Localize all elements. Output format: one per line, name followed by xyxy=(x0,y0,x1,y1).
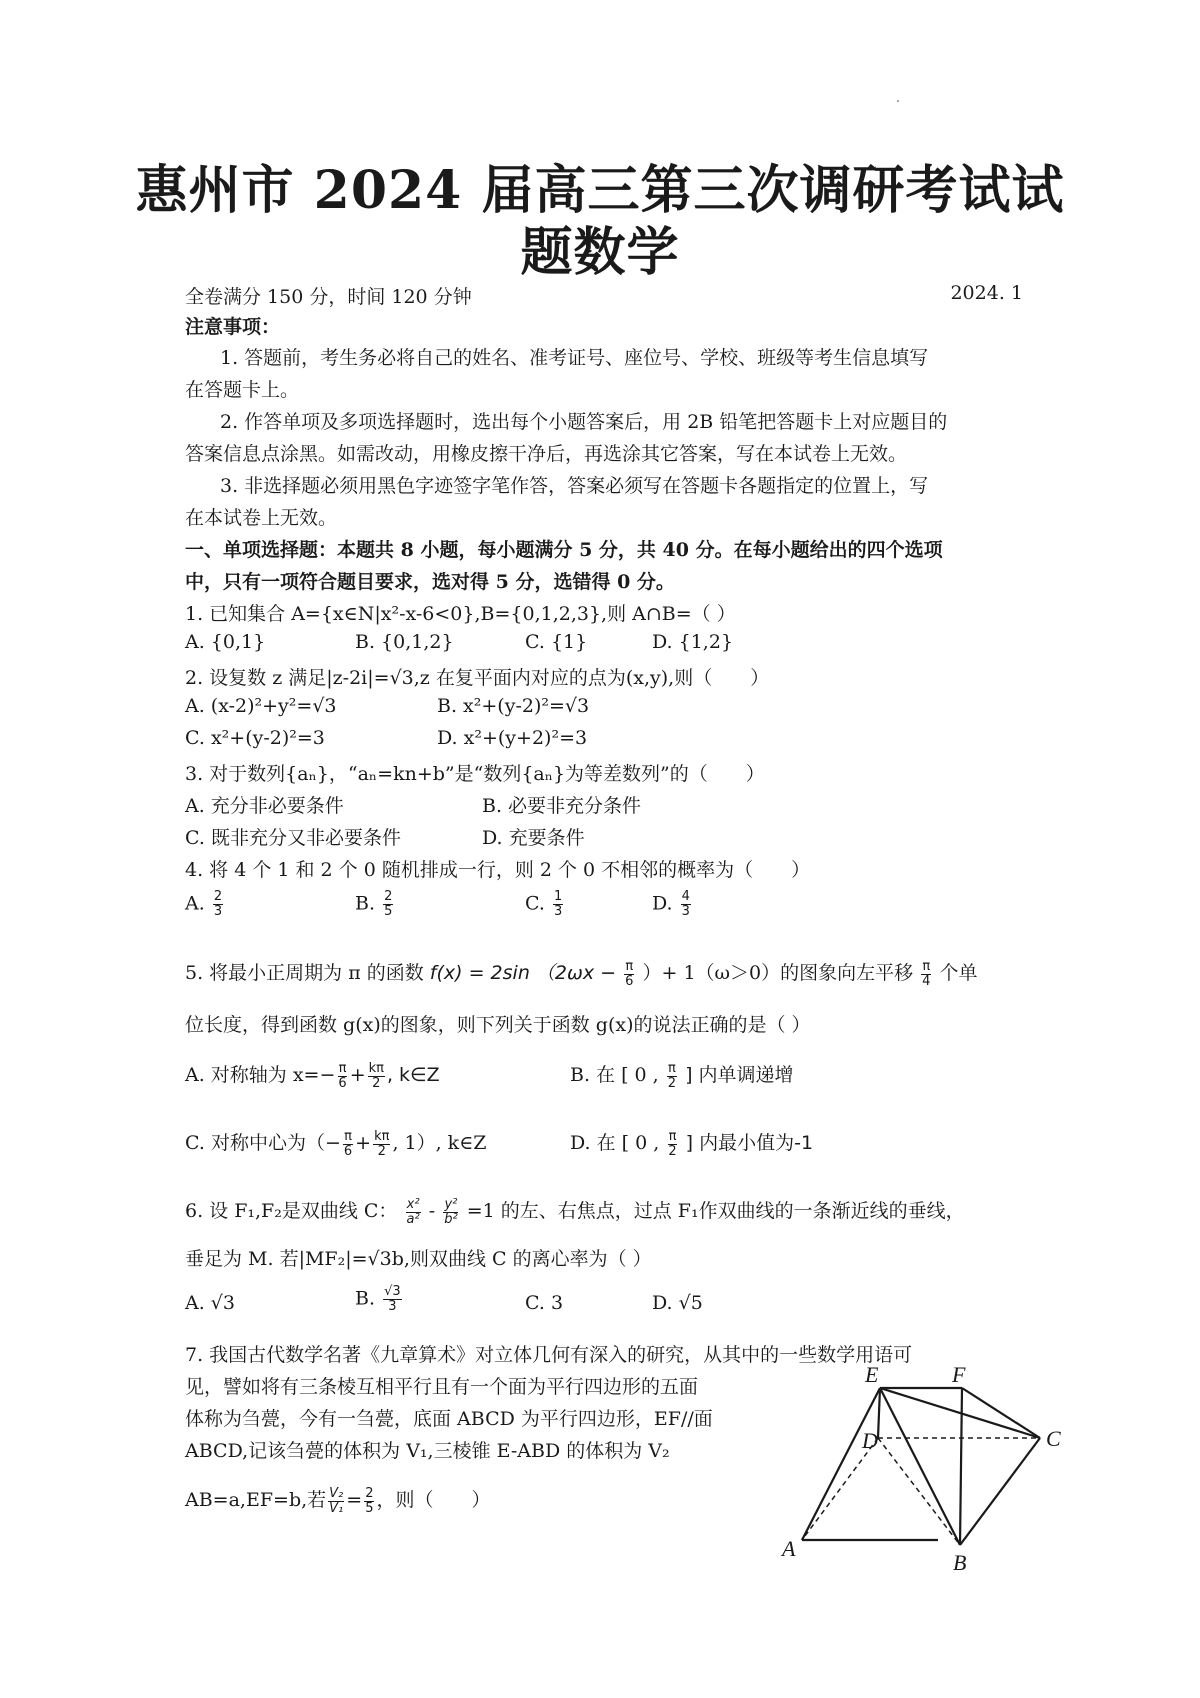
fraction-numerator: kπ xyxy=(368,1060,384,1076)
question-2-option-b: B. x²+(y-2)²=√3 xyxy=(437,695,590,717)
fraction-denominator: 2 xyxy=(372,1075,381,1091)
option-label: A. xyxy=(185,892,205,915)
section-1-heading-line1: 一、单项选择题：本题共 8 小题，每小题满分 5 分，共 40 分。在每小题给出的四个选项 xyxy=(185,539,943,561)
fraction xyxy=(667,1130,677,1159)
option-text: ] 内最小值为-1 xyxy=(685,1132,814,1154)
fraction-numerator: π xyxy=(667,1060,676,1076)
fraction xyxy=(383,890,393,919)
fraction-numerator: π xyxy=(625,958,634,974)
edge-FC xyxy=(962,1388,1040,1438)
fraction-denominator: V₁ xyxy=(329,1500,344,1516)
exam-date: 2024. 1 xyxy=(950,282,1023,304)
fraction xyxy=(328,1487,344,1516)
question-5-function: f(x) = 2sin （2ωx − xyxy=(429,962,617,984)
question-6-option-b xyxy=(355,1285,404,1314)
question-5-stem-line2: 位长度，得到函数 g(x)的图象，则下列关于函数 g(x)的说法正确的是（ ） xyxy=(185,1014,811,1036)
fraction-denominator: 2 xyxy=(668,1143,677,1159)
fraction xyxy=(368,1062,385,1091)
question-5-option-a xyxy=(185,1060,440,1091)
question-1-stem: 1. 已知集合 A={x∈N|x²-x-6<0},B={0,1,2,3},则 A∩B=（ ） xyxy=(185,603,736,625)
notice-item-3-line1: 3. 非选择题必须用黑色字迹签字笔作答，答案必须写在答题卡各题指定的位置上，写 xyxy=(220,475,929,497)
equals-sign: = xyxy=(346,1489,363,1511)
question-5-stem-part-b: ）+ 1（ω＞0）的图象向左平移 xyxy=(642,962,914,984)
fraction xyxy=(681,890,691,919)
fraction-numerator: 2 xyxy=(384,889,393,904)
question-4-option-c xyxy=(525,890,565,919)
question-2-stem: 2. 设复数 z 满足|z-2i|=√3,z 在复平面内对应的点为(x,y),则（ ） xyxy=(185,667,770,689)
fraction-numerator: √3 xyxy=(384,1284,401,1299)
edge-FB xyxy=(960,1388,962,1545)
question-7-line1: 7. 我国古代数学名著《九章算术》对立体几何有深入的研究，从其中的一些数学用语可 xyxy=(185,1344,913,1366)
question-6-stem-line1 xyxy=(185,1196,965,1227)
fraction-denominator: 6 xyxy=(343,1143,353,1159)
question-1-option-b: B. {0,1,2} xyxy=(355,631,454,653)
notice-heading: 注意事项： xyxy=(185,316,281,338)
fraction-numerator: 1 xyxy=(553,889,563,904)
fraction-denominator: 2 xyxy=(667,1075,677,1091)
fraction xyxy=(667,1062,677,1091)
question-6-option-a: A. √3 xyxy=(185,1292,235,1314)
fraction-denominator: 2 xyxy=(377,1143,386,1159)
question-5-stem-part-a: 5. 将最小正周期为 π 的函数 xyxy=(185,962,424,984)
option-label: B. xyxy=(355,1287,376,1310)
question-5-option-c xyxy=(185,1128,486,1159)
option-text: D. 在 [ 0 , xyxy=(570,1132,660,1154)
minus-sign: - xyxy=(428,1200,436,1222)
notice-item-2-line1: 2. 作答单项及多项选择题时，选出每个小题答案后，用 2B 铅笔把答题卡上对应题目的 xyxy=(220,411,948,433)
question-3-option-b: B. 必要非充分条件 xyxy=(482,795,642,817)
plus-sign: + xyxy=(355,1132,372,1154)
fraction-numerator: 2 xyxy=(365,1485,374,1501)
question-7-line2: 见，譬如将有三条棱互相平行且有一个面为平行四边形的五面 xyxy=(185,1376,699,1398)
question-5-option-b xyxy=(570,1060,794,1091)
vertex-label-B: B xyxy=(953,1550,967,1575)
question-7-line4: ABCD,记该刍甍的体积为 V₁,三棱锥 E-ABD 的体积为 V₂ xyxy=(185,1440,670,1462)
question-1-option-c: C. {1} xyxy=(525,631,588,653)
question-3-option-c: C. 既非充分又非必要条件 xyxy=(185,827,401,849)
edge-CB xyxy=(960,1438,1040,1545)
question-5-stem-part-c: 个单 xyxy=(939,962,978,984)
fraction xyxy=(343,1130,353,1159)
fraction-numerator: 2 xyxy=(213,889,223,904)
edge-DB-hidden xyxy=(878,1438,960,1545)
fraction-numerator: 4 xyxy=(681,889,690,904)
exam-title-line2: 题数学 xyxy=(520,222,680,283)
fraction-denominator: b² xyxy=(444,1211,458,1227)
exam-title-line1: 惠州市 2024 届高三第三次调研考试试 xyxy=(135,160,1065,221)
question-1-option-d: D. {1,2} xyxy=(652,631,734,653)
plus-sign: + xyxy=(349,1064,366,1086)
fraction-denominator: 3 xyxy=(553,904,563,919)
question-3-option-a: A. 充分非必要条件 xyxy=(185,795,344,817)
question-6-stem-line2: 垂足为 M. 若|MF₂|=√3b,则双曲线 C 的离心率为（ ） xyxy=(185,1248,652,1270)
notice-item-3-line2: 在本试卷上无效。 xyxy=(185,507,338,529)
fraction xyxy=(405,1198,420,1227)
question-7-line5 xyxy=(185,1485,490,1516)
fraction xyxy=(624,960,634,989)
notice-item-1-line2: 在答题卡上。 xyxy=(185,379,300,401)
fraction-numerator: y² xyxy=(444,1196,458,1212)
question-3-option-d: D. 充要条件 xyxy=(482,827,585,849)
fraction-numerator: kπ xyxy=(374,1128,390,1144)
vertex-label-F: F xyxy=(952,1362,966,1387)
notice-item-2-line2: 答案信息点涂黑。如需改动，用橡皮擦干净后，再选涂其它答案，写在本试卷上无效。 xyxy=(185,443,908,465)
fraction-denominator: 3 xyxy=(681,904,690,919)
vertex-label-C: C xyxy=(1046,1426,1061,1451)
question-6-option-c: C. 3 xyxy=(525,1292,564,1314)
question-7-line3: 体称为刍甍，今有一刍甍，底面 ABCD 为平行四边形，EF//面 xyxy=(185,1408,713,1430)
fraction-numerator: π xyxy=(338,1060,347,1076)
question-4-option-a xyxy=(185,890,225,919)
vertex-label-E: E xyxy=(865,1362,879,1387)
question-4-stem: 4. 将 4 个 1 和 2 个 0 随机排成一行，则 2 个 0 不相邻的概率为（ ） xyxy=(185,859,811,881)
edge-DA-hidden xyxy=(802,1438,878,1540)
vertex-label-A: A xyxy=(782,1536,796,1561)
vertex-label-D: D xyxy=(862,1428,878,1453)
fraction xyxy=(373,1130,390,1159)
fraction-denominator: 3 xyxy=(388,1299,397,1314)
option-text: ] 内单调递增 xyxy=(685,1064,794,1086)
fraction-numerator: π xyxy=(668,1128,677,1144)
edge-EB xyxy=(880,1388,960,1545)
question-3-stem: 3. 对于数列{aₙ}，“aₙ=kn+b”是“数列{aₙ}为等差数列”的（ ） xyxy=(185,763,765,785)
fraction xyxy=(553,890,563,919)
fraction-denominator: 3 xyxy=(213,904,223,919)
fraction xyxy=(383,1285,402,1314)
fraction-denominator: 6 xyxy=(625,973,634,989)
question-4-option-d xyxy=(652,890,693,919)
fraction-denominator: a² xyxy=(406,1211,420,1227)
section-1-heading-line2: 中，只有一项符合题目要求，选对得 5 分，选错得 0 分。 xyxy=(185,571,675,593)
scan-speck xyxy=(897,100,899,102)
edge-EC xyxy=(880,1388,1040,1438)
edge-EA xyxy=(802,1388,880,1540)
option-text: A. 对称轴为 x=− xyxy=(185,1064,336,1086)
fraction xyxy=(364,1487,374,1516)
question-2-option-a: A. (x-2)²+y²=√3 xyxy=(185,695,337,717)
exam-meta-score-time: 全卷满分 150 分，时间 120 分钟 xyxy=(185,286,472,308)
chumeng-solid-figure xyxy=(770,1360,1090,1600)
question-5-option-d xyxy=(570,1128,813,1159)
fraction-numerator: π xyxy=(922,958,931,974)
fraction xyxy=(443,1198,458,1227)
fraction-denominator: 4 xyxy=(922,973,931,989)
option-text: B. 在 [ 0 , xyxy=(570,1064,659,1086)
question-6-stem-part-b: =1 的左、右焦点，过点 F₁作双曲线的一条渐近线的垂线， xyxy=(466,1200,965,1222)
option-text: , 1）, k∈Z xyxy=(392,1132,487,1154)
question-7-line5-post: ，则（ ） xyxy=(376,1489,491,1511)
question-6-stem-part-a: 6. 设 F₁,F₂是双曲线 C： xyxy=(185,1200,398,1222)
fraction xyxy=(213,890,223,919)
question-1-option-a: A. {0,1} xyxy=(185,631,266,653)
fraction-denominator: 5 xyxy=(384,904,393,919)
option-text: , k∈Z xyxy=(386,1064,440,1086)
fraction xyxy=(921,960,931,989)
option-label: B. xyxy=(355,892,376,915)
question-4-option-b xyxy=(355,890,395,919)
fraction-numerator: π xyxy=(344,1128,352,1144)
question-7-line5-pre: AB=a,EF=b,若 xyxy=(185,1489,327,1511)
fraction-numerator: x² xyxy=(406,1196,420,1212)
fraction-denominator: 6 xyxy=(338,1075,347,1091)
edge-ED xyxy=(878,1388,880,1438)
question-2-option-c: C. x²+(y-2)²=3 xyxy=(185,727,325,749)
notice-item-1-line1: 1. 答题前，考生务必将自己的姓名、准考证号、座位号、学校、班级等考生信息填写 xyxy=(220,347,929,369)
option-label: C. xyxy=(525,892,545,915)
question-2-option-d: D. x²+(y+2)²=3 xyxy=(437,727,588,749)
fraction xyxy=(337,1062,347,1091)
fraction-numerator: V₂ xyxy=(329,1485,344,1501)
question-5-stem-line1 xyxy=(185,958,978,989)
option-label: D. xyxy=(652,892,673,915)
option-text: C. 对称中心为（− xyxy=(185,1132,341,1154)
question-6-option-d: D. √5 xyxy=(652,1292,703,1314)
fraction-denominator: 5 xyxy=(365,1500,374,1516)
